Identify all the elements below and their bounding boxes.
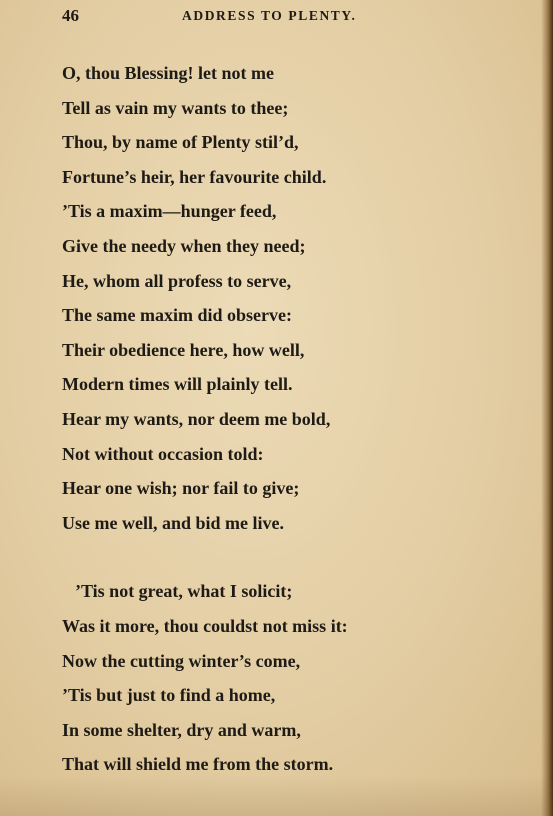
poem-line: That will shield me from the storm.: [62, 754, 334, 775]
poem-line: Thou, by name of Plenty stil’d,: [62, 132, 299, 153]
running-head: ADDRESS TO PLENTY.: [182, 8, 357, 23]
poem-line: ’Tis but just to find a home,: [62, 685, 276, 706]
poem-line: Their obedience here, how well,: [62, 339, 305, 360]
page-shadow: [0, 776, 553, 816]
page-edge: [541, 0, 553, 816]
poem-line: Modern times will plainly tell.: [62, 374, 293, 395]
stanza-break: [62, 540, 502, 574]
poem-line: Fortune’s heir, her favourite child.: [62, 166, 327, 187]
page-number: 46: [62, 6, 79, 25]
stanza: [62, 574, 502, 782]
poem-line: The same maxim did observe:: [62, 305, 292, 326]
poem-line: Tell as vain my wants to thee;: [62, 97, 289, 118]
poem-line: Hear one wish; nor fail to give;: [62, 478, 300, 499]
poem-line: Give the needy when they need;: [62, 235, 306, 256]
poem-line: ’Tis not great, what I solicit;: [75, 581, 293, 602]
poem-line: ’Tis a maxim—hunger feed,: [62, 201, 277, 222]
poem-line: Now the cutting winter’s come,: [62, 650, 301, 671]
poem-line: Not without occasion told:: [62, 443, 264, 464]
poem-line: O, thou Blessing! let not me: [62, 63, 275, 83]
poem: [62, 56, 502, 782]
poem-line: Was it more, thou couldst not miss it:: [62, 615, 348, 636]
poem-line: He, whom all profess to serve,: [62, 270, 292, 291]
poem-line: Hear my wants, nor deem me bold,: [62, 408, 331, 429]
poem-line: Use me well, and bid me live.: [62, 512, 284, 533]
stanza: [62, 56, 502, 540]
page-header: [62, 6, 392, 30]
poem-line: In some shelter, dry and warm,: [62, 719, 301, 740]
